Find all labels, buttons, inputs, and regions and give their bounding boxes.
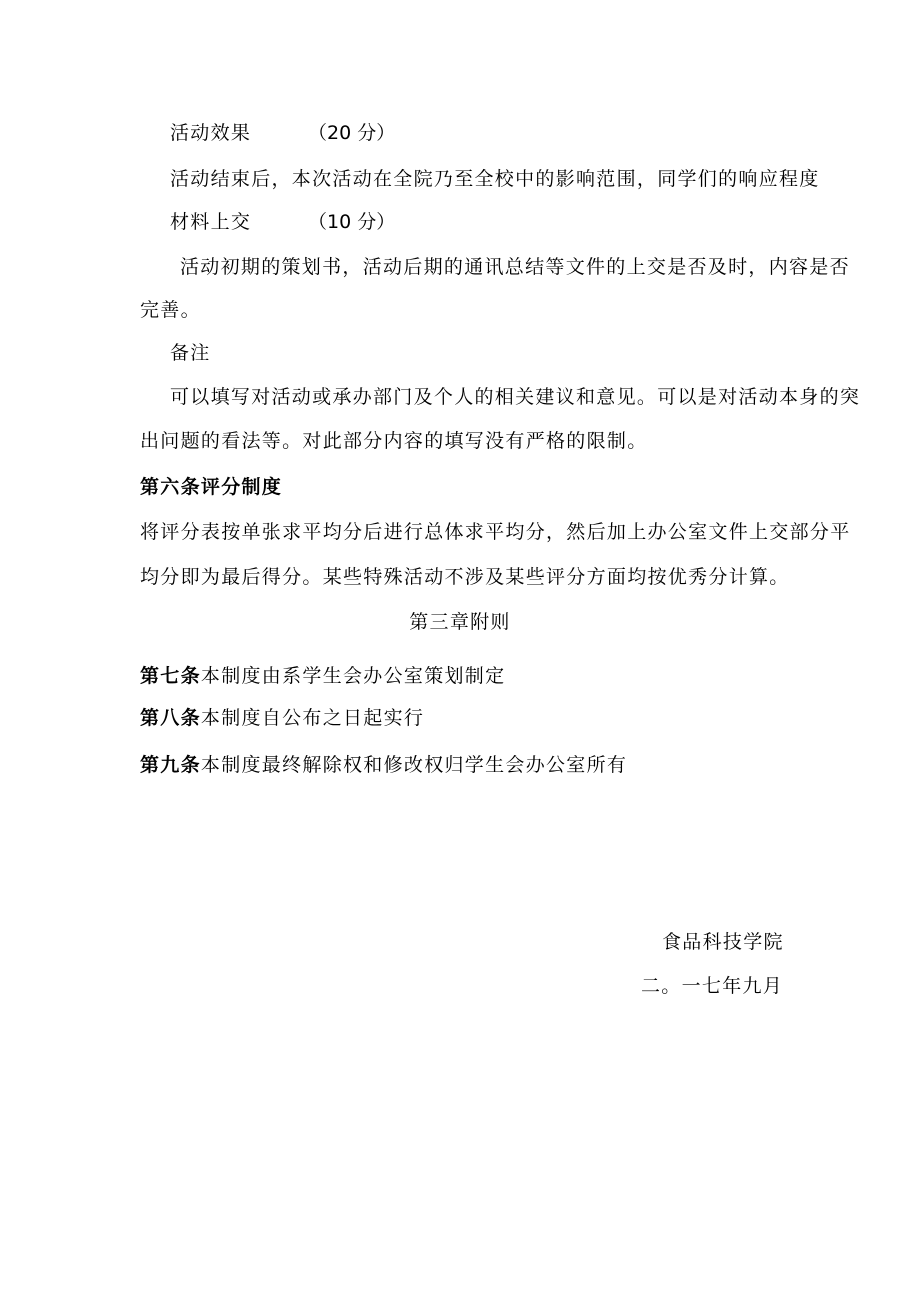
article9 [140, 753, 627, 777]
effect-score: （20 分） [308, 122, 396, 144]
remarks-description-line2: 出问题的看法等。对此部分内容的填写没有严格的限制。 [140, 430, 648, 452]
effect-description: 活动结束后，本次活动在全院乃至全校中的影响范围，同学们的响应程度 [170, 168, 820, 190]
article7-text: 本制度由系学生会办公室策划制定 [200, 665, 506, 687]
article6-line2: 均分即为最后得分。某些特殊活动不涉及某些评分方面均按优秀分计算。 [140, 566, 790, 588]
materials-description-line1: 活动初期的策划书，活动后期的通讯总结等文件的上交是否及时，内容是否 [180, 256, 850, 278]
signature-organization: 食品科技学院 [662, 931, 784, 953]
article9-text: 本制度最终解除权和修改权归学生会办公室所有 [200, 754, 628, 776]
remarks-description-line1: 可以填写对活动或承办部门及个人的相关建议和意见。可以是对活动本身的突 [170, 386, 861, 408]
materials-label: 材料上交 [170, 211, 252, 233]
materials-score: （10 分） [308, 211, 396, 233]
signature-date: 二。一七年九月 [641, 975, 784, 997]
article8 [140, 706, 424, 730]
effect-heading [170, 121, 251, 145]
article9-number: 第九条 [140, 754, 201, 776]
article8-number: 第八条 [140, 707, 201, 729]
article6-line1: 将评分表按单张求平均分后进行总体求平均分，然后加上办公室文件上交部分平 [140, 521, 851, 543]
article7 [140, 664, 505, 688]
effect-label: 活动效果 [170, 122, 252, 144]
materials-description-line2: 完善。 [140, 299, 201, 321]
article7-number: 第七条 [140, 665, 201, 687]
remarks-label: 备注 [170, 342, 211, 364]
article8-text: 本制度自公布之日起实行 [200, 707, 425, 729]
chapter3-title: 第三章附则 [409, 611, 511, 633]
article6-title: 第六条评分制度 [140, 476, 283, 498]
